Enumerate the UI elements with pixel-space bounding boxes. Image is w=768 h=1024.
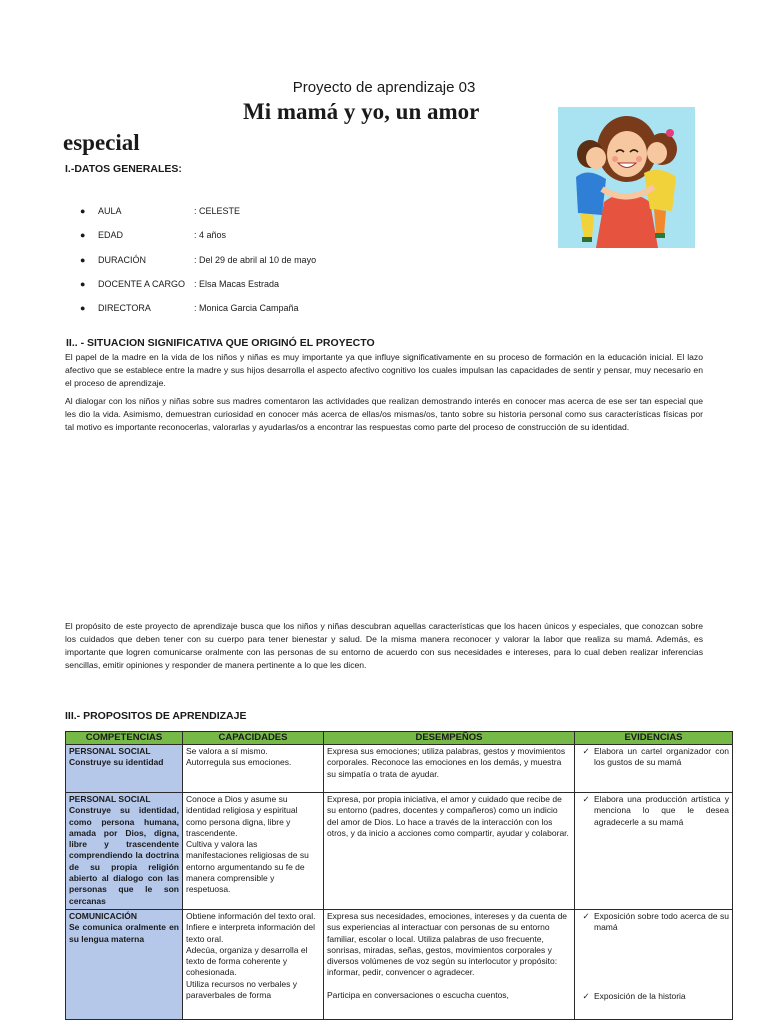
column-header: COMPETENCIAS [66, 732, 183, 745]
competencia-text: Se comunica oralmente en su lengua materna [69, 922, 179, 944]
capacidad-item: Obtiene información del texto oral. [186, 911, 316, 921]
list-item [80, 303, 316, 327]
check-icon: ✓ [582, 794, 590, 804]
desempeno-item: Expresa sus necesidades, emociones, intereses y da cuenta de sus experiencias al interactuar con personas de su entorno familiar, escolar o local. Utiliza palabras de uso frecuente, sonrisas, miradas, señas, gestos, movimientos corporales y diversos volúmenes de voz según su interlocutor y propósito: informar, pedir, convencer o agradecer. [327, 911, 568, 978]
capacidad-item: Se valora a sí mismo. [186, 746, 268, 756]
competencia-cell [66, 745, 183, 793]
item-label: AULA [98, 206, 122, 216]
table-row [66, 910, 733, 1020]
item-label: DOCENTE A CARGO [98, 278, 186, 289]
competencia-text: Construye su identidad [69, 757, 164, 768]
column-header: EVIDENCIAS [575, 732, 733, 745]
page-title-continuation: especial [63, 130, 140, 155]
capacidades-cell [183, 910, 324, 1020]
paragraph: El papel de la madre en la vida de los niños y niñas es muy importante ya que influye significativamente en su proceso de formación en la educación inicial. El lazo afectivo que se establece entre la madre y sus hijos desarrolla el aspecto afectivo cognitivo los cuales impulsan las capacidades de sentir y pensar, muy necesario en el proceso de aprendizaje. [65, 352, 703, 388]
list-item [80, 206, 316, 230]
item-label: DURACIÓN [98, 254, 147, 265]
desempenos-cell [324, 910, 575, 1020]
desempenos-cell [324, 745, 575, 793]
list-item [80, 255, 316, 279]
section-datos-generales-heading: I.-DATOS GENERALES: [65, 163, 182, 175]
item-value: : Elsa Macas Estrada [194, 278, 280, 289]
check-icon: ✓ [582, 990, 590, 1001]
evidencias-cell [575, 910, 733, 1020]
competencia-title: COMUNICACIÓN [69, 911, 137, 921]
desempenos-cell [324, 793, 575, 910]
capacidad-item: Cultiva y valora las manifestaciones religiosas de su entorno argumentando su fe de manera comprensible y respetuosa. [186, 839, 309, 895]
competencia-title: PERSONAL SOCIAL [69, 794, 151, 804]
desempeno-item: Expresa sus emociones; utiliza palabras, gestos y movimientos corporales. Reconoce las emociones en los demás, y muestra su simpatía o trata de ayudar. [327, 746, 566, 779]
desempeno-item: Expresa, por propia iniciativa, el amor y cuidado que recibe de su entorno (padres, docentes y compañeros) como un indicio del amor de Dios. Lo hace a través de la interacción con los otros, y da inicio a acciones como compartir, ayudar y colaborar. [327, 794, 569, 838]
column-header: DESEMPEÑOS [324, 732, 575, 745]
table-header-row [66, 732, 733, 745]
evidencia-item: ✓ Exposición sobre todo acerca de su mamá [578, 911, 729, 934]
item-label: DIRECTORA [98, 303, 151, 314]
evidencia-item: ✓ Elabora un cartel organizador con los gustos de su mamá [578, 746, 729, 769]
capacidades-cell [183, 793, 324, 910]
section-propositos-heading: III.- PROPOSITOS DE APRENDIZAJE [65, 710, 247, 722]
competencia-cell [66, 910, 183, 1020]
column-header: CAPACIDADES [183, 732, 324, 745]
check-icon: ✓ [582, 746, 590, 756]
page-title: Mi mamá y yo, un amor [243, 99, 480, 124]
item-value: : Monica Garcia Campaña [194, 303, 299, 314]
bullet-dot-icon: ● [80, 303, 86, 314]
table-row [66, 745, 733, 793]
item-value: : 4 años [194, 230, 227, 241]
competencia-text: Construye su identidad, como persona humana, amada por Dios, digna, libre y trascendente comprendiendo la doctrina de su propia religión abierto al dialogo con las personas que le son cercanas [69, 805, 179, 906]
list-item [80, 230, 316, 254]
bullet-dot-icon: ● [80, 254, 86, 265]
evidencia-item: ✓ Exposición de la historia [578, 991, 729, 1002]
item-label: EDAD [98, 230, 124, 241]
datos-generales-list [80, 206, 316, 327]
desempeno-item: Participa en conversaciones o escucha cuentos, [327, 989, 509, 1000]
bullet-dot-icon: ● [80, 206, 86, 216]
evidencias-cell [575, 745, 733, 793]
evidencia-item: ✓ Elabora una producción artística y menciona lo que le desea agradecerle a su mamá [578, 794, 729, 828]
check-icon: ✓ [582, 911, 590, 921]
bullet-dot-icon: ● [80, 278, 86, 289]
project-label: Proyecto de aprendizaje 03 [292, 79, 476, 96]
competencia-cell [66, 793, 183, 910]
paragraph: El propósito de este proyecto de aprendizaje busca que los niños y niñas descubran aquellas características que los hacen únicos y especiales, que conozcan sobre los cuidados que deben tener con su cuerpo para tener bienestar y salud. De la misma manera reconocer y valorar la labor que realiza su mamá. Además, es importante que logren comunicarse oralmente con las personas de su entorno de acuerdo con sus necesidades e intereses, para lo cual deben realizar inferencias sencillas, emitir opiniones y responder de manera pertinente a lo que les dicen. [65, 621, 703, 670]
propositos-table [65, 731, 733, 1020]
list-item [80, 279, 316, 303]
competencia-title: PERSONAL SOCIAL [69, 746, 151, 756]
capacidades-cell [183, 745, 324, 793]
evidencias-cell [575, 793, 733, 910]
capacidad-item: Conoce a Dios y asume su identidad religiosa y espiritual como persona digna, libre y trascendente. [186, 794, 298, 838]
item-value: : Del 29 de abril al 10 de mayo [194, 254, 317, 265]
item-value: : CELESTE [194, 206, 241, 216]
capacidad-item: Adecúa, organiza y desarrolla el texto de forma coherente y cohesionada. [186, 944, 308, 978]
paragraph: Al dialogar con los niños y niñas sobre sus madres comentaron las actividades que realizan demostrando interés en conocer mas acerca de ese ser tan especial que les dio la vida. Asimismo, demuestran curiosidad en conocer más acerca de ellas/os mismas/os, tanto sobre su historia personal como sus características físicas por tal motivo es importante reconocerlas, valorarlas y ayudarlas/os a encontrar las respuestas como parte del proceso de construcción de su identidad. [65, 396, 703, 432]
bullet-dot-icon: ● [80, 230, 86, 241]
capacidad-item: Utiliza recursos no verbales y paraverbales de forma [186, 978, 298, 1001]
capacidad-item: Infiere e interpreta información del texto oral. [186, 922, 315, 944]
mother-children-illustration [558, 107, 695, 248]
capacidad-item: Autorregula sus emociones. [186, 757, 292, 768]
table-row [66, 793, 733, 910]
section-situacion-heading: II.. - SITUACION SIGNIFICATIVA QUE ORIGINÓ EL PROYECTO [66, 337, 375, 349]
